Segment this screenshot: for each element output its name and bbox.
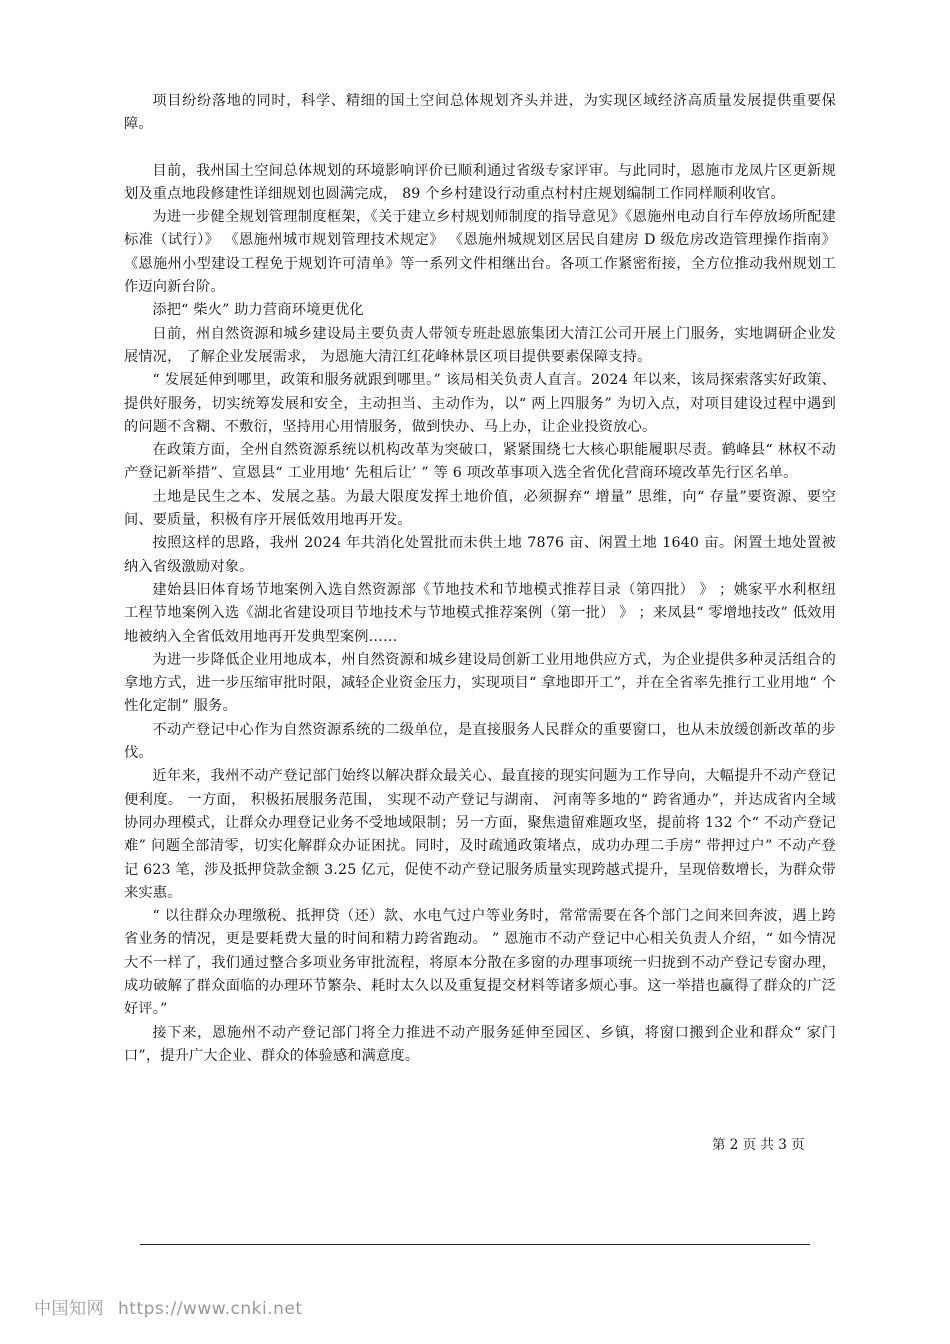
paragraph: 土地是民生之本、发展之基。为最大限度发挥土地价值，必须摒弃“ 增量” 思维，向“ 存量”要资源、要空间、要质量，积极有序开展低效用地再开发。 [124,488,836,529]
paragraph: 不动产登记中心作为自然资源系统的二级单位，是直接服务人民群众的重要窗口，也从未放缓创新改革的步伐。 [124,721,836,762]
footer-divider [140,1244,810,1245]
paragraph: 为进一步降低企业用地成本，州自然资源和城乡建设局创新工业用地供应方式，为企业提供多种灵活组合的拿地方式，进一步压缩审批时限，减轻企业资金压力，实现项目“ 拿地即开工”，并在全省率先推行工业用地“ 个性化定制” 服务。 [124,651,836,715]
paragraph: 在政策方面，全州自然资源系统以机构改革为突破口，紧紧围绕七大核心职能履职尽责。鹤峰县“ 林权不动产登记新举措”、宣恩县“ 工业用地‘ 先租后让’ ” 等 6 项改革事项入选全省优化营商环境改革先行区名单。 [124,442,836,482]
paragraph: 项目纷纷落地的同时，科学、精细的国土空间总体规划齐头并进，为实现区域经济高质量发展提供重要保障。 [124,93,836,133]
paragraph: “ 发展延伸到哪里，政策和服务就跟到哪里。” 该局相关负责人直言。2024 年以来，该局探索落实好政策、提供好服务，切实统筹发展和安全，主动担当、主动作为，以“ 两上四服务” 为切入点，对项目建设过程中遇到的问题不含糊、不敷衍，坚持用心用情服务，做到快办、马上办，让企业投资放心。 [124,372,836,435]
paragraph: 为进一步健全规划管理制度框架，《关于建立乡村规划师制度的指导意见》《恩施州电动自行车停放场所配建标准（试行）》 《恩施州城市规划管理技术规定》 《恩施州城规划区居民自建房 D 级危房改造管理操作指南》 《恩施州小型建设工程免于规划许可清单》等一系列文件相继出台。各项工作紧密衔接，全方位推动我州规划工作迈向新台阶。 [124,209,836,296]
paragraph: 近年来，我州不动产登记部门始终以解决群众最关心、最直接的现实问题为工作导向，大幅提升不动产登记便利度。 一方面， 积极拓展服务范围， 实现不动产登记与湖南、 河南等多地的“ 跨省通办”，并达成省内全域协同办理模式，让群众办理登记业务不受地域限制；另一方面，聚焦遗留难题攻坚，提前将 132 个“ 不动产登记难” 问题全部清零，切实化解群众办证困扰。同时，及时疏通政策堵点，成功办理二手房“ 带押过户” 不动产登记 623 笔，涉及抵押贷款金额 3.25 亿元，促使不动产登记服务质量实现跨越式提升，呈现倍数增长，为群众带来实惠。 [124,768,836,901]
paragraph: 建始县旧体育场节地案例入选自然资源部《节地技术和节地模式推荐目录（第四批） 》 ；姚家平水利枢纽工程节地案例入选《湖北省建设项目节地技术与节地模式推荐案例（第一批） 》 ；来凤县“ 零增地技改” 低效用地被纳入全省低效用地再开发典型案例…… [124,581,836,645]
paragraph: 日前，州自然资源和城乡建设局主要负责人带领专班赴恩旅集团大清江公司开展上门服务，实地调研企业发展情况， 了解企业发展需求， 为恩施大清江红花峰林景区项目提供要素保障支持。 [124,325,836,365]
article-body [124,90,836,1068]
paragraph: 目前，我州国土空间总体规划的环境影响评价已顺利通过省级专家评审。与此同时，恩施市龙凤片区更新规划及重点地段修建性详细规划也圆满完成， 89 个乡村建设行动重点村村庄规划编制工作同样顺利收官。 [124,162,836,202]
watermark-brand: 中国知网 [34,1299,104,1319]
paragraph: 接下来，恩施州不动产登记部门将全力推进不动产服务延伸至园区、乡镇，将窗口搬到企业和群众“ 家门口”，提升广大企业、群众的体验感和满意度。 [124,1024,836,1064]
page-number: 第 2 页 共 3 页 [712,1137,805,1153]
paragraph: “ 以往群众办理缴税、抵押贷（还）款、水电气过户等业务时，常常需要在各个部门之间来回奔波，遇上跨省业务的情况，更是要耗费大量的时间和精力跨省跑动。 ” 恩施市不动产登记中心相关负责人介绍，“ 如今情况大不一样了，我们通过整合多项业务审批流程，将原本分散在多窗的办理事项统一归拢到不动产登记专窗办理，成功破解了群众面临的办理环节繁杂、耗时太久以及重复提交材料等诸多烦心事。这一举措也赢得了群众的广泛好评。” [124,908,836,1018]
paragraph: 按照这样的思路，我州 2024 年共消化处置批而未供土地 7876 亩、闲置土地 1640 亩。闲置土地处置被纳入省级激励对象。 [124,535,836,575]
watermark-url: https://www.cnki.net [118,1299,303,1319]
cnki-watermark [34,1294,316,1319]
section-heading: 添把“ 柴火” 助力营商环境更优化 [152,302,364,319]
